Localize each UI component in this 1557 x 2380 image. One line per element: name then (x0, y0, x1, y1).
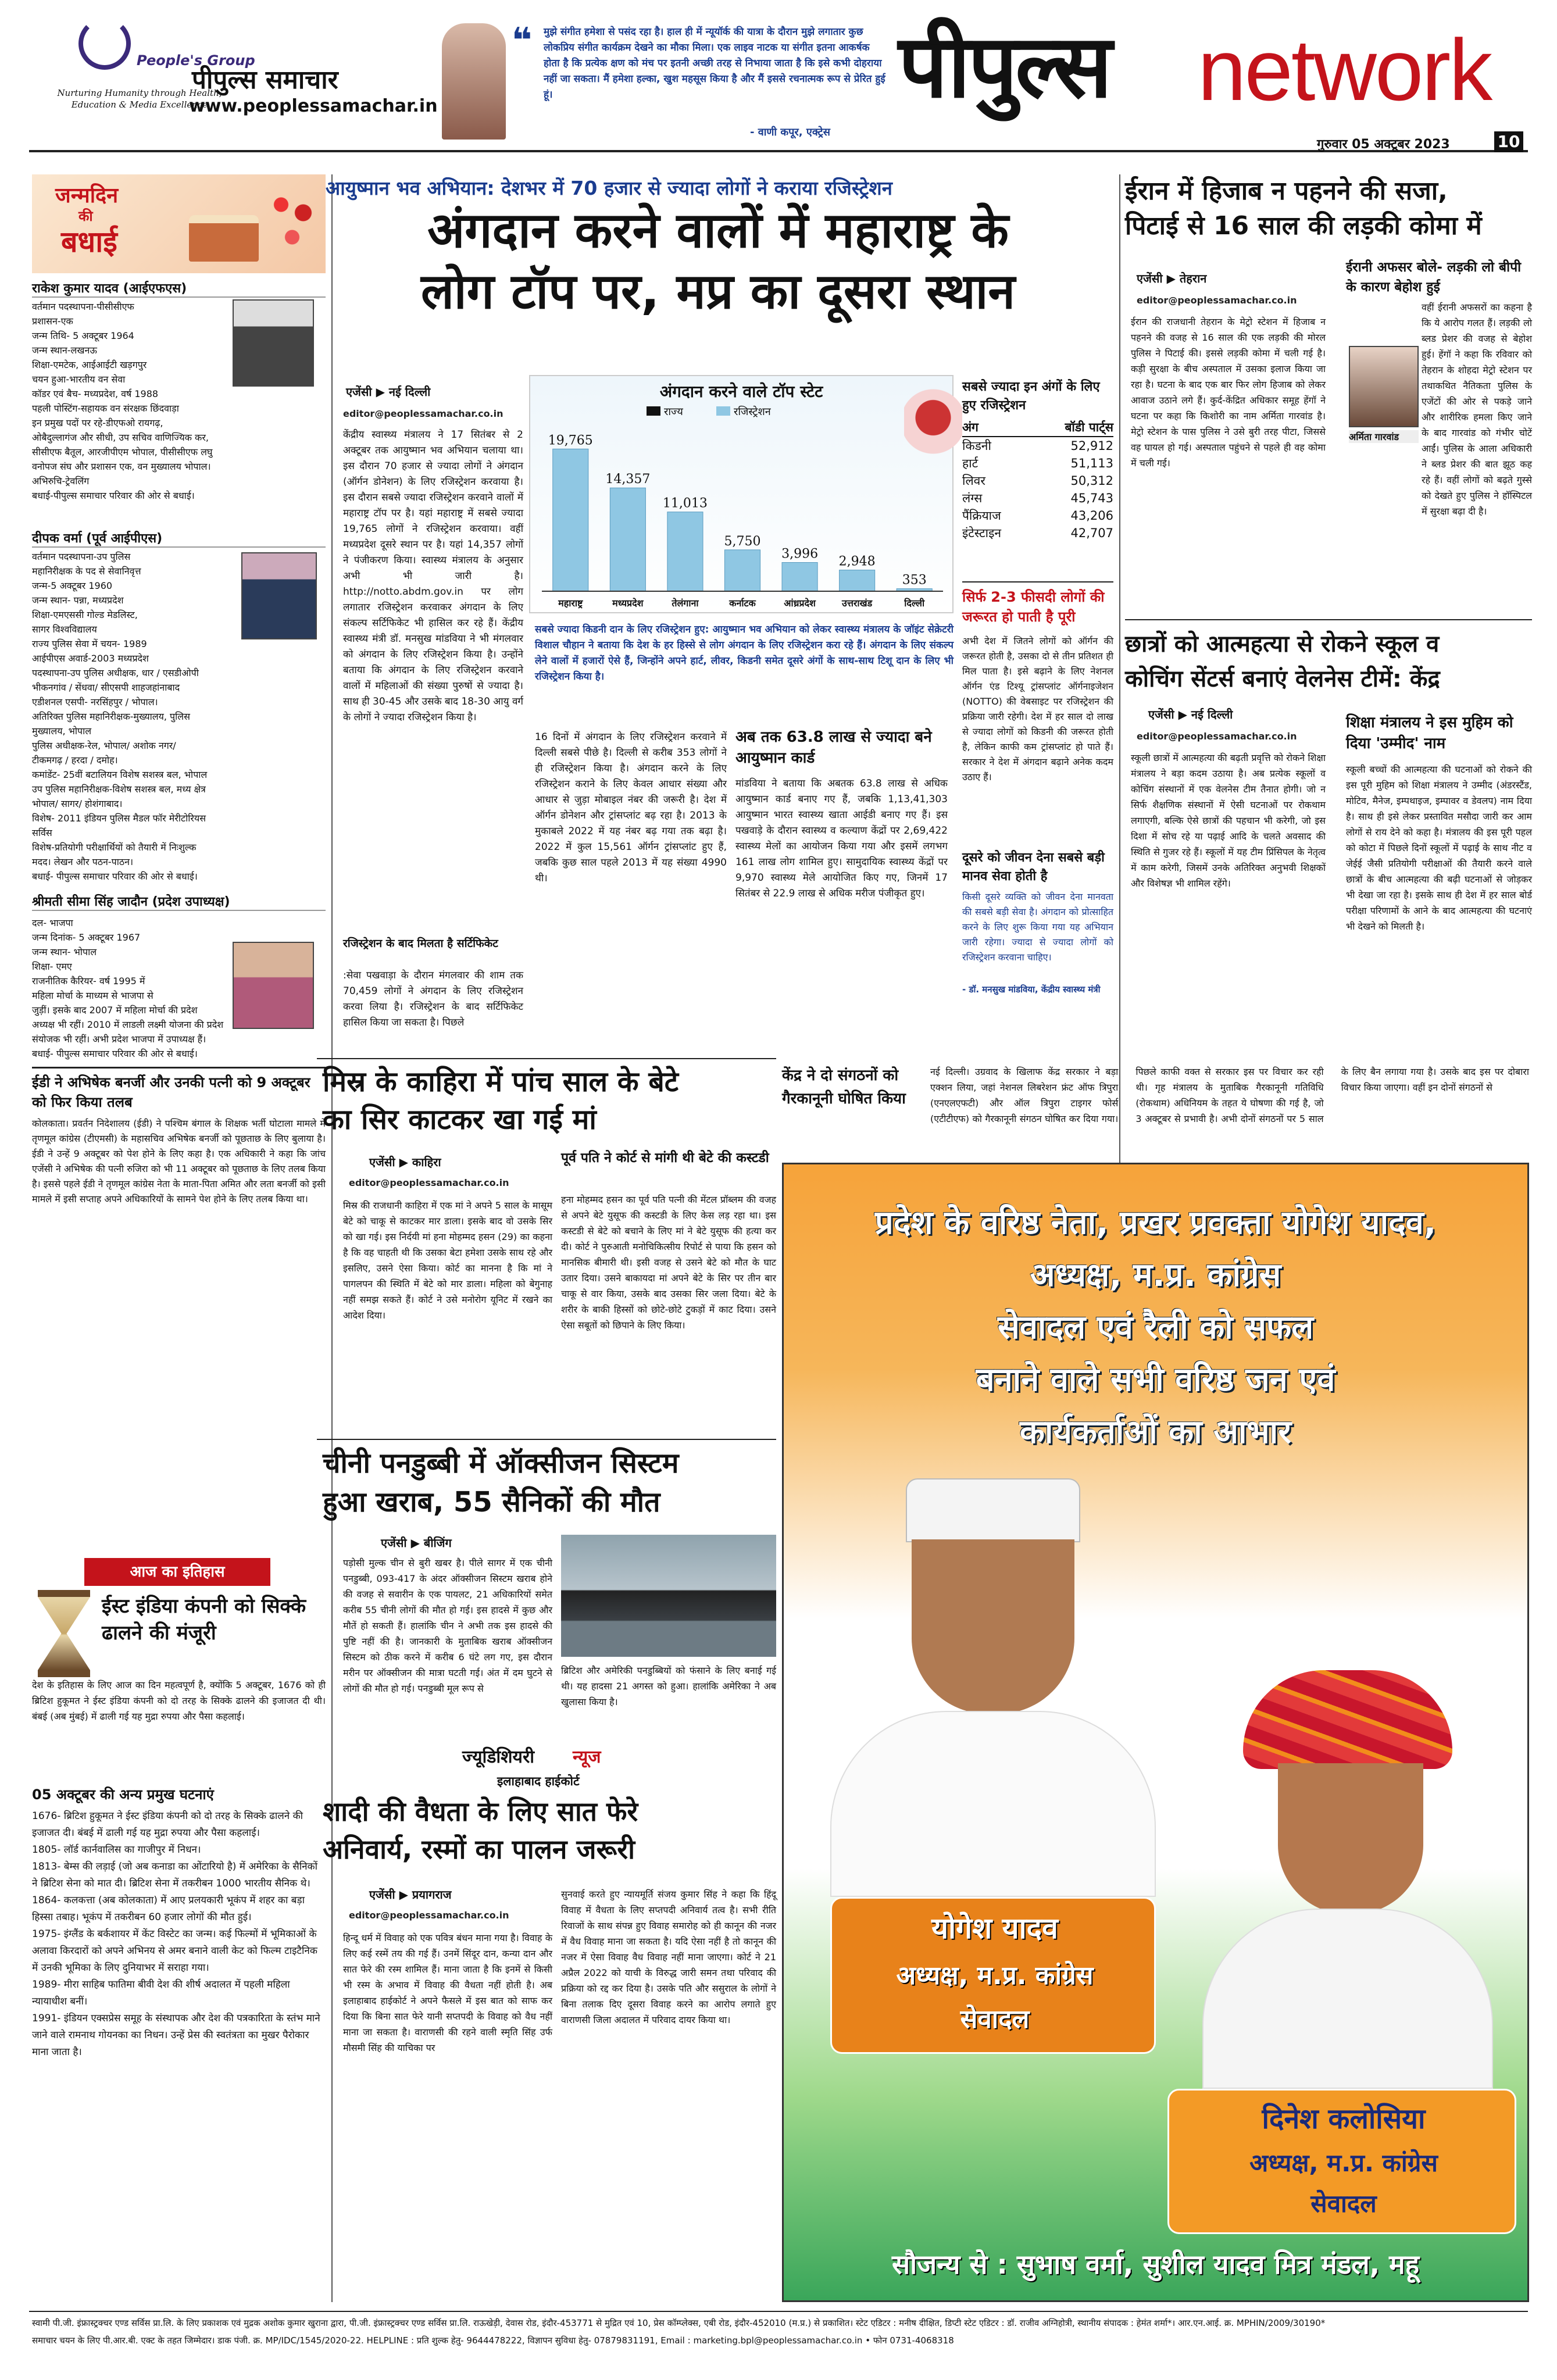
history-event: 1813- बेम्स की लड़ाई (जो अब कनाडा का ओंटारियो है) में अमेरिका के सैनिकों ने ब्रिटिश सेना को मात दी। ब्रिटिश सेना में तकरीबन 1000 भारतीय सैनिक थे। (32, 1861, 317, 1889)
judiciary-label-2: न्यूज (573, 1747, 601, 1767)
red-turban (1243, 1670, 1452, 1769)
coaching-email: editor@peoplessamachar.co.in (1137, 731, 1297, 742)
cairo-sub-body: हना मोहम्मद हसन का पूर्व पति पत्नी की मेंटल प्रॉब्लम की वजह से अपने बेटे युसूफ की कस्टडी के लिए केस लड़ रहा था। इस कस्टडी से बेटे को बचाने के लिए मां ने बेटे युसूफ की हत्या कर दी। कोर्ट ने पुरुआती मनोचिकित्सीय रिपोर्ट से पाया कि हसन को मानसिक बीमारी थी। इसी वजह से उसने बेटे को मौत के घाट उतार दिया। उसने बाकायदा मां अपने बेटे के सिर पर तीन बार चाकू से वार किया, उसके बाद उसका सिर जला दिया। बेटे के शरीर के बाकी हिस्सों को छोटे-छोटे टुकड़ों में काट दिया। उसने ऐसा सबूतों को छिपाने के लिए किया। (561, 1194, 776, 1331)
congress-advertisement (782, 1163, 1529, 2302)
organs-head-organ: अंग (962, 420, 979, 434)
detail-line: सीसीएफ बैतूल, आरजीपीएम भोपाल, पीसीसीएफ लघु (32, 446, 213, 458)
quote-text: मुझे संगीत हमेशा से पसंद रहा है। हाल ही में न्यूयॉर्क की यात्रा के दौरान मुझे लगातार कुछ लोकप्रिय संगीत कार्यक्रम देखने का मौका मिला। एक लाइव नाटक या संगीत इतना आकर्षक होता है कि प्रत्येक क्षण को मंच पर इतनी अच्छी तरह से निभाया जाता है कि इसे कभी दोहराया नहीं जा सकता। मैं हमेशा हल्का, खुश महसूस किया है और मैं इससे रचनात्मक रूप से प्रेरित हुई हूं। (544, 26, 885, 101)
detail-line: विशेष-प्रतियोगी परीक्षार्थियों को तैयारी में निःशुल्क (32, 842, 197, 853)
leader-dinesh-post-1: अध्यक्ष, म.प्र. कांग्रेस (1249, 2149, 1438, 2177)
judiciary-agency: एजेंसी ▶ प्रयागराज (369, 1888, 452, 1902)
detail-line: शिक्षा-एमएससी गोल्ड मेडलिस्ट, (32, 609, 138, 620)
organ-count: 45,743 (1070, 491, 1113, 505)
org-name: People's Group (137, 52, 255, 69)
flowers-icon (265, 180, 320, 262)
masthead (0, 0, 1557, 166)
detail-line: महानिरीक्षक के पद से सेवानिवृत्त (32, 566, 141, 577)
coaching-headline-2: कोचिंग सेंटर्स बनाएं वेलनेस टीमें: केंद्र (1125, 666, 1440, 692)
chart-value-label: 2,948 (838, 554, 876, 569)
cairo-subhead: पूर्व पति ने कोर्ट से मांगी थी बेटे की कस्टडी (561, 1150, 769, 1166)
birthday-person-1-name: राकेश कुमार यादव (आईएफएस) (32, 281, 187, 296)
organ-col3-headline: अब तक 63.8 लाख से ज्यादा बने आयुष्मान कार्ड (735, 728, 932, 767)
birthday-person-1-details (32, 299, 326, 503)
detail-line: उप पुलिस महानिरीक्षक-विशेष सशस्त्र बल, मध्य क्षेत्र (32, 784, 206, 795)
chart-category-label: आंध्रप्रदेश (784, 598, 816, 609)
organ-headline-1: अंगदान करने वालों में महाराष्ट्र के (427, 202, 1009, 259)
organ-col1-b: :सेवा पखवाड़ा के दौरान मंगलवार की शाम तक 70,459 लोगों ने अंगदान के लिए रजिस्ट्रेशन करवा लिया है। रजिस्ट्रेशन के बाद सर्टिफिकेट हासिल किया जा सकता है। पिछले (343, 970, 523, 1028)
iran-subhead: ईरानी अफसर बोले- लड़की लो बीपी के कारण बेहोश हुई (1346, 260, 1522, 295)
cairo-email: editor@peoplessamachar.co.in (349, 1177, 509, 1188)
detail-line: बधाई- पीपुल्स समाचार परिवार की ओर से बधाई। (32, 1048, 198, 1059)
detail-line: वनोपज संघ और प्रशासन एक, वन मुख्यालय भोपाल। (32, 461, 211, 472)
judiciary-col2: सुनवाई करते हुए न्यायमूर्ति संजय कुमार सिंह ने कहा कि हिंदू विवाह में वैधता के लिए सप्तपदी अनिवार्य तत्व है। सभी रीति रिवाजों के साथ संपन्न हुए विवाह समारोह को ही कानून की नजर में वैध विवाह माना जा सकता है। यदि ऐसा नहीं है तो कानून की नजर में ऐसा विवाह वैध विवाह नहीं माना जाएगा। कोर्ट ने 21 अप्रैल 2022 को याची के विरुद्ध जारी समन तथा परिवाद की प्रक्रिया को रद्द कर दिया है। उसके पति और ससुराल के लोगों ने बिना तलाक दिए दूसरा विवाह करने का आरोप लगाते हुए वाराणसी जिला अदालत में परिवाद दायर किया था। (561, 1889, 776, 2025)
organs-table-bottom-rule (962, 581, 1113, 583)
detail-line: शिक्षा- एमए (32, 961, 72, 972)
imprint-line-1: स्वामी पी.जी. इंफ्रास्ट्रक्चर एण्ड सर्विस प्रा.लि. के लिए प्रकाशक एवं मुद्रक अशोक कुमार खुराना द्वारा, पी.जी. इंफ्रास्ट्रक्चर एण्ड सर्विस प्रा.लि. राऊखेड़ी, देवास रोड, इंदौर-453771 से मुद्रित एवं 10, प्रेस कॉम्प्लेक्स, एबी रोड, इंदौर-452010 (म.प्र.) से प्रकाशित। स्टेट एडिटर : मनीष दीक्षित, डिप्टी स्टेट एडिटर : डॉ. राजीव अग्निहोत्री, स्थानीय संपादक : हेमंत शर्मा*। आर.एन.आई. क्र. MPHIN/2009/30190* (32, 2318, 1326, 2328)
detail-line: जुड़ीं। इसके बाद 2007 में महिला मोर्चा की प्रदेश (32, 1005, 198, 1016)
org-tagline: Nurturing Humanity through Health, Education & Media Excellence (57, 88, 222, 110)
chart-bar (724, 550, 760, 591)
organ-side-quote-by: - डॉ. मनसुख मांडविया, केंद्रीय स्वास्थ्य मंत्री (962, 984, 1101, 995)
chart-title: अंगदान करने वाले टॉप स्टेट (659, 382, 823, 401)
history-event: 1676- ब्रिटिश हुकूमत ने ईस्ट इंडिया कंपनी को दो तरह के सिक्के ढालने की इजाजत दी। बंबई में ढाली गई यह मुद्रा रुपया और पैसा कहलाई। (32, 1810, 303, 1839)
table-row (962, 472, 1113, 489)
chart-panel (529, 375, 954, 613)
chart-value-label: 19,765 (548, 433, 593, 448)
imprint-line-2: समाचार चयन के लिए पी.आर.बी. एक्ट के तहत जिम्मेदार। डाक पंजी. क्र. MP/IDC/1545/2020-22. HELPLINE : प्रति शुल्क हेतु- 9644478222, विज्ञापन सुविधा हेतु- 07879831191, Email : marketing.bpl@peoplessamachar.co.in • फोन 0731-4068318 (32, 2335, 954, 2346)
chart-category-label: उत्तराखंड (842, 598, 873, 609)
detail-line: एडीशनल एसपी- नरसिंहपुर / भोपाल। (32, 696, 158, 707)
chart-category-label: कर्नाटक (729, 598, 756, 609)
detail-line: अध्यक्ष भी रहीं। 2010 में लाडली लक्ष्मी योजना की प्रदेश (32, 1019, 224, 1030)
chart-bar (553, 449, 588, 591)
history-event: 1991- इंडियन एक्सप्रेस समूह के संस्थापक और देश की पत्रकारिता के स्तंभ माने जाने वाले रामनाथ गोयनका का निधन। उन्हें प्रेस की स्वतंत्रता का मुखर पैरोकार माना जाता है। (32, 2013, 320, 2058)
brand-small: पीपुल्स समाचार (192, 65, 338, 95)
birthday-person-2-details (32, 549, 326, 884)
table-row (962, 455, 1113, 472)
sub-top-rule (317, 1439, 776, 1440)
cairo-story (317, 1061, 776, 1439)
history-event: 1805- लॉर्ड कार्नवालिस का गाजीपुर में निधन। (32, 1844, 201, 1856)
chart-value-label: 14,357 (605, 472, 651, 487)
judiciary-email: editor@peoplessamachar.co.in (349, 1910, 509, 1921)
history-section (32, 1558, 326, 2302)
chart-value-label: 353 (902, 573, 927, 588)
organ-side-body: अभी देश में जितने लोगों को ऑर्गन की जरूरत होती है, उसका दो से तीन प्रतिशत ही मिल पाता है। इसे बढ़ाने के लिए नेशनल ऑर्गन एंड टिश्यू ट्रांसप्लांट ऑर्गनाइजेशन (NOTTO) की वेबसाइट पर रजिस्ट्रेशन की प्रक्रिया जारी रहेगी। देश में हर साल दो लाख से ज्यादा लोगों को किडनी की जरूरत होती है, लेकिन काफी कम ट्रांसप्लांट हो पाते हैं। सरकार ने देश में अंगदान बढ़ाने अनेक कदम उठाए हैं। (962, 635, 1113, 782)
submarine-story (317, 1442, 776, 1744)
birthday-person-2-name: दीपक वर्मा (पूर्व आईपीएस) (32, 531, 163, 546)
judiciary-col1: हिन्दू धर्म में विवाह को एक पवित्र बंधन माना गया है। विवाह के लिए कई रस्में तय की गई हैं। उनमें सिंदूर दान, कन्या दान और सात फेरे की रस्म शामिल हैं। माना जाता है कि इनमें से किसी भी रस्म के अभाव में विवाह की वैधता नहीं होती है। अब इलाहाबाद हाईकोर्ट ने अपने फैसले में इस बात को साफ कर दिया कि बिना सात फेरे यानी सप्तपदी के विवाह को वैध नहीं माना जा सकता है। वाराणसी की रहने वाली स्मृति सिंह उर्फ मौसमी सिंह की याचिका पर (343, 1932, 552, 2053)
iran-sub-body: वहीं ईरानी अफसरों का कहना है कि ये आरोप गलत हैं। लड़की लो ब्लड प्रेशर की वजह से बेहोश हुई। हेंगॉ ने कहा कि रविवार को तेहरान के शोहदा मेट्रो स्टेशन पर तथाकथित नैतिकता पुलिस के एजेंटों की ओर से पकड़े जाने और शारीरिक हमला किए जाने के बाद गारवांड को गंभीर चोटें आईं। पुलिस के आला अधिकारी ने ब्लड प्रेशर की बात झूठ कह रहे हैं। वहीं लोगों को बढ़ते गुस्से को देखते हुए पुलिस ने हॉस्पिटल में सुरक्षा बढ़ा दी है। (1422, 302, 1532, 517)
white-kurta (830, 1711, 1156, 1897)
detail-line: कमांडेंट- 25वीं बटालियन विशेष सशस्त्र बल, भोपाल (32, 769, 208, 780)
history-event: 1975- इंग्लैंड के बर्कशायर में केंट विस्टेट का जन्म। कई फिल्मों में भूमिकाओं के अलावा किरदारों को अपने अभिनय से अमर बनाने वाली केट को फिल्म टाइटैनिक में उनकी भूमिका के लिए दुनियाभर में सराहा गया। (32, 1928, 317, 1974)
organ-illustration (904, 384, 962, 459)
detail-line: अतिरिक्त पुलिस महानिरीक्षक-मुख्यालय, पुलिस (32, 711, 190, 722)
organ-bar-chart (530, 376, 952, 612)
organ-name: हार्ट (962, 456, 979, 470)
ad-line-2: अध्यक्ष, म.प्र. कांग्रेस (1030, 1256, 1281, 1294)
detail-line: चयन हुआ-भारतीय वन सेवा (32, 374, 126, 385)
organs-table-head (962, 419, 1113, 437)
leader-yogesh-photo (830, 1478, 1156, 1897)
face (1278, 1763, 1423, 1914)
detail-line: ओबैदुल्लागंज और सीधी, उप सचिव वाणिज्यिक कर, (32, 432, 209, 443)
organ-callout: सबसे ज्यादा किडनी दान के लिए रजिस्ट्रेशन हुए: आयुष्मान भव अभियान को लेकर स्वास्थ्य मंत्रालय के जॉइंट सेक्रेटरी विशाल चौहान ने बताया कि देश के हर हिस्से से लोग अंगदान के लिए रजिस्ट्रेशन करा रहे हैं। अंगदान के लिए संकल्प लेने वालों में हजारों ऐसे हैं, जिन्होंने अपने हार्ट, लीवर, किडनी समेत दूसरे अंगों के साथ-साथ टिशू दान के लिए भी रजिस्ट्रेशन किया है। (535, 624, 954, 682)
judiciary-headline-2: अनिवार्य, रस्मों का पालन जरूरी (323, 1834, 635, 1865)
detail-line: भीकनगांव / सेंधवा/ सीएसपी शाहजहांनाबाद (32, 682, 180, 693)
history-headline: ईस्ट इंडिया कंपनी को सिक्के ढालने की मंजूरी (102, 1595, 306, 1645)
submarine-photo (561, 1535, 776, 1657)
detail-line: टीकमगढ़ / हरदा / दमोह। (32, 755, 118, 766)
judiciary-story (317, 1744, 776, 2302)
organ-count: 50,312 (1070, 474, 1113, 488)
detail-line: पदस्थापना-उप पुलिस अधीक्षक, धार / एसडीओपी (32, 667, 199, 678)
table-row (962, 437, 1113, 455)
submarine-body: पड़ोसी मुल्क चीन से बुरी खबर है। पीले सागर में एक चीनी पनडुब्बी, 093-417 के अंदर ऑक्सीजन सिस्टम खराब होने की वजह से सवारीन के एक पायलट, 21 अधिकारियों समेत करीब 55 चीनी लोगों की मौत हो गई। इस हादसे में कुछ और मौतें हो सकती हैं। हालांकि चीन ने अभी तक इस हादसे की पुष्टि नहीं की है। जानकारी के मुताबिक खराब ऑक्सीजन सिस्टम को ठीक करने में करीब 6 घंटे लग गए, इस दौरान मरीन पर ऑक्सीजन की मात्रा घटती गई। अंत में दम घुटने से लोगों की मौत हो गई। पनडुब्बी मूल रूप से (343, 1557, 552, 1694)
ed-headline: ईडी ने अभिषेक बनर्जी और उनकी पत्नी को 9 अक्टूबर को फिर किया तलब (32, 1074, 310, 1110)
coaching-body: स्कूली छात्रों में आत्महत्या की बढ़ती प्रवृत्ति को रोकने शिक्षा मंत्रालय ने बड़ा कदम उठाया है। अब प्रत्येक स्कूलों व कोचिंग संस्थानों में एक वेलनेस टीम तैनात होगी। जो न सिर्फ शैक्षणिक संस्थानों में ऐसी घटनाओं पर रोकथाम लगाएगी, बल्कि ऐसे छात्रों की पहचान भी करेगी, जो इस दिशा में सोच रहे या पढ़ाई आदि के चलते अवसाद की स्थिति से गुजर रहे हैं। स्कूलों में यह टीम प्रिंसिपल के नेतृत्व में काम करेगी, जिसमें उनके अतिरिक्त अनुभवी शिक्षकों और विशेषज्ञ भी शामिल रहेंगे। (1131, 752, 1326, 889)
iran-photo-caption: अर्मिता गारवांड (1349, 430, 1419, 443)
detail-line: मदद। लेखन और पठन-पाठन। (32, 856, 134, 867)
organ-name: पैंक्रियाज (962, 509, 1001, 523)
ad-line-5: कार्यकर्ताओं का आभार (1019, 1413, 1292, 1451)
detail-line: जन्म स्थान-लखनऊ (32, 345, 97, 356)
quote-mark-icon: ❝ (512, 20, 533, 61)
chart-category-label: दिल्ली (904, 598, 925, 609)
masthead-title-hindi: पीपुल्स (898, 16, 1110, 117)
judiciary-label-1: ज्यूडिशियरी (462, 1747, 534, 1767)
masthead-rule (29, 150, 1528, 152)
iran-headline-2: पिटाई से 16 साल की लड़की कोमा में (1125, 211, 1482, 241)
chart-category-label: तेलंगाना (672, 598, 699, 609)
history-events (32, 1808, 326, 2061)
coaching-sub-body: स्कूली बच्चों की आत्महत्या की घटनाओं को रोकने की इस पूरी मुहिम को शिक्षा मंत्रालय ने उम्मीद (अंडरस्टैंड, मोटिव, मैनेज, इम्पथाइज, इम्पावर व डेवलप) नाम दिया है। साथ ही इसे लेकर प्रस्तावित मसौदा जारी कर आम लोगों से राय देने को कहा है। मंत्रालय की इस पूरी पहल को कोटा में पिछले दिनों स्कूलों में पढ़ाई के साथ नीट व जेईई जैसी प्रतियोगी परीक्षाओं की तैयारी करने वाले छात्रों के बीच आत्महत्या की बढ़ी घटनाओं से जोड़कर भी देखा जा रहा है। इसके साथ ही देश में हर साल बोर्ड परीक्षा परिणामों के आने के बाद आत्महत्या की घटनाएं भी देखने को मिलती है। (1346, 764, 1532, 932)
history-body: देश के इतिहास के लिए आज का दिन महत्वपूर्ण है, क्योंकि 5 अक्टूबर, 1676 को ही ब्रिटिश हुकूमत ने ईस्ट इंडिया कंपनी को दो तरह के सिक्के ढालने की इजाजत दी थी। बंबई (अब मुंबई) में ढाली गई यह मुद्रा रुपया और पैसा कहलाई। (32, 1679, 326, 1722)
organ-side-headline: सिर्फ 2-3 फीसदी लोगों की जरूरत हो पाती है पूरी (962, 589, 1105, 625)
birthday-title-3: बधाई (61, 225, 117, 259)
submarine-headline-2: हुआ खराब, 55 सैनिकों की मौत (323, 1486, 660, 1518)
detail-line: महिला मोर्चा के माध्यम से भाजपा से (32, 990, 153, 1001)
detail-line: आईपीएस अवार्ड-2003 मध्यप्रदेश (32, 653, 149, 664)
ad-line-1: प्रदेश के वरिष्ठ नेता, प्रखर प्रवक्ता योगेश यादव, (874, 1204, 1437, 1242)
detail-line: वर्तमान पदस्थापना-उप पुलिस (32, 551, 131, 562)
leader-dinesh-caption-box (1167, 2089, 1516, 2234)
table-row (962, 507, 1113, 524)
detail-line: राजनीतिक कैरियर- वर्ष 1995 में (32, 975, 145, 987)
detail-line: बधाई-पीपुल्स समाचार परिवार की ओर से बधाई। (32, 490, 195, 501)
organ-kicker: आयुष्मान भव अभियान: देशभर में 70 हजार से ज्यादा लोगों ने कराया रजिस्ट्रेशन (326, 177, 892, 199)
cake-icon (189, 215, 259, 262)
peoples-group-logo (78, 17, 131, 70)
hourglass-icon (38, 1590, 90, 1677)
leader-dinesh-post-2: सेवादल (1310, 2189, 1377, 2218)
detail-line: जन्म तिथि- 5 अक्टूबर 1964 (32, 330, 134, 341)
issue-date: गुरुवार 05 अक्टूबर 2023 (1317, 137, 1450, 152)
organ-agency: एजेंसी ▶ नई दिल्ली (346, 385, 431, 399)
leader-yogesh-caption-box (830, 1897, 1156, 2054)
submarine-agency: एजेंसी ▶ बीजिंग (381, 1536, 452, 1550)
legend-swatch-registration (716, 406, 730, 416)
detail-line: कॉडर एवं बैच- मध्यप्रदेश, वर्ष 1988 (32, 388, 159, 399)
birthday-title-2: की (78, 208, 93, 224)
detail-line: सागर विश्वविद्यालय (32, 624, 97, 635)
table-row (962, 489, 1113, 507)
ed-body: कोलकाता। प्रवर्तन निदेशालय (ईडी) ने पश्चिम बंगाल के शिक्षक भर्ती घोटाला मामले में तृणमूल कांग्रेस (टीएमसी) के महासचिव अभिषेक बनर्जी को पूछताछ के लिए बुलाया है। ईडी ने उन्हें 9 अक्टूबर को पेश होने के लिए कहा है। एक अधिकारी ने कहा कि जांच एजेंसी ने अभिषेक की पत्नी रुजिरा को भी 11 अक्टूबर को पूछताछ के लिए तलब किया है। इससे पहले ईडी ने तृणमूल कांग्रेस नेता के माता-पिता अमित और लता बनर्जी को इसी मामले में इसी सप्ताह अपने अधिकारियों के सामने पेश होने के लिए तलब किया था। (32, 1118, 326, 1205)
organ-count: 52,912 (1070, 439, 1113, 453)
detail-line: वर्तमान पदस्थापना-पीसीसीएफ (32, 301, 134, 312)
imprint-rule (29, 2311, 1528, 2312)
coaching-headline-1: छात्रों को आत्महत्या से रोकने स्कूल व (1125, 631, 1440, 657)
detail-line: इन प्रमुख पदों पर रहे-डीएफओ रायगढ़, (32, 417, 163, 428)
iran-headline-1: ईरान में हिजाब न पहनने की सजा, (1125, 176, 1448, 206)
birthday-divider-2 (32, 546, 326, 548)
coaching-agency: एजेंसी ▶ नई दिल्ली (1148, 707, 1233, 721)
iran-email: editor@peoplessamachar.co.in (1137, 295, 1297, 306)
history-list-title: 05 अक्टूबर की अन्य प्रमुख घटनाएं (32, 1786, 214, 1803)
cairo-agency: एजेंसी ▶ काहिरा (369, 1155, 441, 1169)
organ-col2: 16 दिनों में अंगदान के लिए रजिस्ट्रेशन करवाने में दिल्ली सबसे पीछे है। दिल्ली से करीब 353 लोगों ने ही रजिस्ट्रेशन किया है। अंगदान करने के लिए रजिस्ट्रेशन कराने के लिए केवल आधार संख्या और आधार से जुड़ा मोबाइल नंबर की जरूरी है। देश में ऑर्गन डोनेशन और ट्रांसप्लांट बढ़ रहा है। 2013 के मुकाबले 2022 में यह नंबर बढ़ गया तक बढ़ा है। 2022 में कुल 15,561 ऑर्गन ट्रांसप्लांट हुए हैं, जबकि कुछ साल पहले 2013 में यह संख्या 4990 थी। (535, 731, 727, 884)
iran-bottom-rule (1125, 619, 1532, 620)
leader-yogesh-post-1: अध्यक्ष, म.प्र. कांग्रेस (896, 1961, 1094, 1991)
organ-email: editor@peoplessamachar.co.in (343, 408, 503, 419)
detail-line: जन्म दिनांक- 5 अक्टूबर 1967 (32, 932, 141, 943)
birthday-divider-1 (32, 296, 326, 298)
ad-line-4: बनाने वाले सभी वरिष्ठ जन एवं (976, 1361, 1335, 1399)
leader-dinesh-photo (1179, 1670, 1516, 2089)
detail-line: पहली पोस्टिंग-सहायक वन संरक्षक छिंदवाड़ा (32, 403, 179, 414)
detail-line: राज्य पुलिस सेवा में चयन- 1989 (32, 638, 147, 649)
organ-name: लंग्स (962, 491, 983, 505)
detail-line: जन्म स्थान- पन्ना, मध्यप्रदेश (32, 595, 124, 606)
cairo-headline-2: का सिर काटकर खा गई मां (323, 1103, 597, 1136)
chart-value-label: 5,750 (724, 534, 761, 549)
detail-line: प्रशासन-एक (32, 316, 73, 327)
cairo-body: मिस्र की राजधानी काहिरा में एक मां ने अपने 5 साल के मासूम बेटे को चाकू से काटकर मार डाला। इसके बाद वो उसके सिर को खा गई। इस निर्दयी मां हना मोहम्मद हसन (29) का कहना है कि वह चाहती थी कि उसका बेटा हमेशा उसके साथ रहे और इसलिए, उसने ऐसा किया। कोर्ट का मानना है कि मां ने पागलपन की स्थिति में बेटे को मार डाला। महिला को बेगुनाह नहीं समझ सकते हैं। कोर्ट ने उसे मनोरोग यूनिट में रखने का आदेश दिया। (343, 1200, 552, 1321)
organs-head-count: बॉडी पार्ट्स (1065, 420, 1113, 434)
cairo-headline-1: मिस्र के काहिरा में पांच साल के बेटे (323, 1066, 678, 1098)
ad-line-3: सेवादल एवं रैली को सफल (997, 1309, 1314, 1346)
birthday-title-1: जन्मदिन (55, 184, 119, 208)
ad-sponsor-footer: सौजन्य से : सुभाष वर्मा, सुशील यादव मित्र मंडल, महू (891, 2249, 1420, 2280)
iran-story (1125, 171, 1532, 619)
white-shirt (1202, 1909, 1493, 2089)
organ-story (317, 169, 1119, 1116)
organ-side-headline-2: दूसरे को जीवन देना सबसे बड़ी मानव सेवा होती है (962, 850, 1105, 884)
organ-headline-2: लोग टॉप पर, मप्र का दूसरा स्थान (420, 263, 1016, 320)
ed-top-rule (32, 1067, 326, 1069)
history-event: 1989- मीरा साहिब फातिमा बीवी देश की शीर्ष अदालत में पहली महिला न्यायाधीश बनीं। (32, 1979, 290, 2007)
detail-line: विशेष- 2011 इंडियन पुलिस मैडल फॉर मेरीटोरियस (32, 813, 206, 824)
detail-line: सर्विस (32, 827, 52, 838)
organ-col3: मांडविया ने बताया कि अबतक 63.8 लाख से अधिक आयुष्मान कार्ड बनाए गए हैं, जबकि 1,13,41,303 आयुष्मान भारत स्वास्थ्य खाता आईडी बनाए गए हैं। इस पखवाड़े के दौरान स्वास्थ्य व कल्याण केंद्रों पर 2,69,422 स्वास्थ्य मेलों का आयोजन किया गया और इसमें लगभग 161 लाख लोग शामिल हुए। सामुदायिक स्वास्थ्य केंद्रों पर 9,970 स्वास्थ्य मेले आयोजित किए गए, जिनमें 17 सितंबर से 22.9 लाख से अधिक मरीज पंजीकृत हुए। (735, 778, 948, 899)
leader-yogesh-name: योगेश यादव (931, 1911, 1058, 1945)
quote-author: - वाणी कपूर, एक्ट्रेस (750, 126, 830, 138)
chart-value-label: 3,996 (781, 546, 819, 562)
vani-kapoor-photo (442, 23, 506, 140)
detail-line: अभिरुचि-ट्रेवलिंग (32, 476, 90, 487)
face (912, 1539, 1074, 1714)
leader-dinesh-name: दिनेश कलोसिया (1262, 2103, 1426, 2135)
organ-name: किडनी (962, 439, 991, 453)
detail-line: जन्म स्थान- भोपाल (32, 946, 97, 957)
chart-bar (667, 512, 703, 591)
detail-line: जन्म-5 अक्टूबर 1960 (32, 580, 113, 591)
chart-bar (610, 488, 645, 591)
white-cap (906, 1478, 1080, 1542)
organ-count: 51,113 (1070, 456, 1113, 470)
ban-body: नई दिल्ली। उग्रवाद के खिलाफ केंद्र सरकार ने बड़ा एक्शन लिया, जहां नेशनल लिबरेशन फ्रंट ऑफ त्रिपुरा (एनएलएफटी) और ऑल त्रिपुरा टाइगर फोर्स (एटीटीएफ) को गैरकानूनी संगठन घोषित कर दिया गया। पिछले काफी वक्त से सरकार इस पर विचार कर रही थी। गृह मंत्रालय के मुताबिक गैरकानूनी गतिविधि (रोकथाम) अधिनियम के तहत ये घोषणा की गई है, जो 3 अक्टूबर से प्रभावी है। अभी दोनों संगठनों पर 5 साल के लिए बैन लगाया गया है। उसके बाद इस पर दोबारा विचार किया जाएगा। वहीं इन दोनों संगठनों से (930, 1066, 1529, 1124)
legend-state: राज्य (664, 406, 683, 418)
organ-col1-subhead: रजिस्ट्रेशन के बाद मिलता है सर्टिफिकेट (343, 937, 498, 950)
website: www.peoplessamachar.in (189, 96, 438, 116)
coaching-subhead: शिक्षा मंत्रालय ने इस मुहिम को दिया 'उम्मीद' नाम (1346, 714, 1513, 752)
leader-yogesh-post-2: सेवादल (960, 2004, 1030, 2034)
organ-side-quote: किसी दूसरे व्यक्ति को जीवन देना मानवता की सबसे बड़ी सेवा है। अंगदान को प्रोत्साहित करने के लिए शुरू किया गया यह अभियान जारी रहेगा। ज्यादा से ज्यादा लोगों को रजिस्ट्रेशन करवाना चाहिए। (962, 891, 1113, 963)
detail-line: मुख्यालय, भोपाल (32, 726, 92, 737)
masthead-title-en: network (1198, 21, 1491, 119)
table-row (962, 524, 1113, 542)
organ-count: 42,707 (1070, 526, 1113, 540)
detail-line: बधाई- पीपुल्स समाचार परिवार की ओर से बधाई। (32, 871, 198, 882)
birthday-header (32, 174, 326, 273)
detail-line: भोपाल/ सागर/ होशंगाबाद। (32, 798, 123, 809)
ban-headline: केंद्र ने दो संगठनों को गैरकानूनी घोषित किया (782, 1067, 906, 1107)
organ-name: लिवर (962, 474, 985, 488)
detail-line: दल- भाजपा (32, 917, 73, 928)
organs-table (962, 419, 1113, 542)
judiciary-headline-1: शादी की वैधता के लिए सात फेरे (323, 1796, 638, 1827)
organs-table-title: सबसे ज्यादा इन अंगों के लिए हुए रजिस्ट्रेशन (962, 380, 1100, 413)
chart-bar (840, 570, 875, 591)
birthday-section (32, 174, 326, 1355)
legend-swatch-state (647, 406, 660, 416)
submarine-headline-1: चीनी पनडुब्बी में ऑक्सीजन सिस्टम (323, 1447, 679, 1480)
legend-registration: रजिस्ट्रेशन (734, 406, 771, 418)
history-event: 1864- कलकत्ता (अब कोलकाता) में आए प्रलयकारी भूकंप में शहर का बड़ा हिस्सा तबाह। भूकंप में तकरीबन 60 हजार लोगों की मौत हुई। (32, 1895, 305, 1923)
chart-category-label: मध्यप्रदेश (612, 598, 644, 609)
chart-category-label: महाराष्ट्र (558, 598, 583, 609)
chart-bar (782, 563, 817, 591)
birthday-person-3-details (32, 916, 326, 1061)
detail-line: शिक्षा-एमटेक, आईआईटी खड़गपुर (32, 359, 147, 370)
organ-count: 43,206 (1070, 509, 1113, 523)
submarine-caption: ब्रिटिश और अमेरिकी पनडुब्बियों को फंसाने के लिए बनाई गई थी। यह हादसा 21 अगस्त को हुआ। हालांकि अमेरिका ने अब खुलासा किया है। (561, 1665, 776, 1707)
detail-line: संयोजक भी रहीं। अभी प्रदेश भाजपा में उपाध्यक्ष हैं। (32, 1034, 206, 1045)
iran-body: ईरान की राजधानी तेहरान के मेट्रो स्टेशन में हिजाब न पहनने की वजह से 16 साल की एक लड़की की मोरल पुलिस ने पिटाई की। इससे लड़की कोमा में चली गई है। कड़ी सुरक्षा के बीच अस्पताल में उसका इलाज किया जा रहा है। घटना के बाद एक बार फिर लोग हिजाब को लेकर आवाज उठाने लगे हैं। कुर्द-केंद्रित अधिकार समूह हेंगॉ ने घटना पर कहा कि किशोरी का नाम अर्मिता गारवांड है। मेट्रो स्टेशन के पास पुलिस ने उसे बुरी तरह पीटा, जिससे वह घायल हो गई। अस्पताल पहुंचने से पहले ही वह कोमा में चली गई। (1131, 316, 1326, 469)
organ-name: इंटेस्टाइन (962, 526, 1002, 540)
organ-col1: केंद्रीय स्वास्थ्य मंत्रालय ने 17 सितंबर से 2 अक्टूबर तक आयुष्मान भव अभियान चलाया था। इस दौरान 70 हजार से ज्यादा लोगों ने अंगदान (ऑर्गन डोनेशन) के लिए रजिस्ट्रेशन करवाया है। इस दौरान सबसे ज्यादा रजिस्ट्रेशन करवाने वालों में महाराष्ट्र टॉप पर है। यहां महाराष्ट्र में सबसे ज्यादा 19,765 लोगों ने रजिस्ट्रेशन करवाया। वहीं मध्यप्रदेश दूसरे स्थान पर है। यहां 14,357 लोगों ने पंजीकरण किया। स्वास्थ्य मंत्रालय के अनुसार अभी भी जारी है। http://notto.abdm.gov.in पर लोग लगातार रजिस्ट्रेशन करवाकर अंगदान के लिए संकल्प सर्टिफिकेट भी हासिल कर रहे हैं। केंद्रीय स्वास्थ्य मंत्री डॉ. मनसुख मांडविया ने भी मंगलवार को अंगदान के लिए रजिस्ट्रेशन किया है। उन्होंने बताया कि अंगदान के लिए रजिस्ट्रेशन करवाने वालों में महिलाओं की संख्या पुरुषों से ज्यादा है। साथ ही 30-45 और उसके बाद 18-30 आयु वर्ग के लोगों ने ज्यादा रजिस्ट्रेशन किया है। (343, 429, 523, 723)
page-number: 10 (1494, 131, 1523, 152)
history-label: आज का इतिहास (84, 1558, 270, 1586)
detail-line: पुलिस अधीक्षक-रेल, भोपाल/ अशोक नगर/ (32, 740, 176, 751)
cairo-top-rule (317, 1058, 776, 1059)
judiciary-place: इलाहाबाद हाईकोर्ट (497, 1774, 580, 1788)
chart-value-label: 11,013 (662, 496, 708, 511)
iran-agency: एजेंसी ▶ तेहरान (1137, 271, 1207, 285)
birthday-divider-3 (32, 910, 326, 911)
birthday-person-3-name: श्रीमती सीमा सिंह जादौन (प्रदेश उपाध्यक्ष) (32, 895, 230, 909)
